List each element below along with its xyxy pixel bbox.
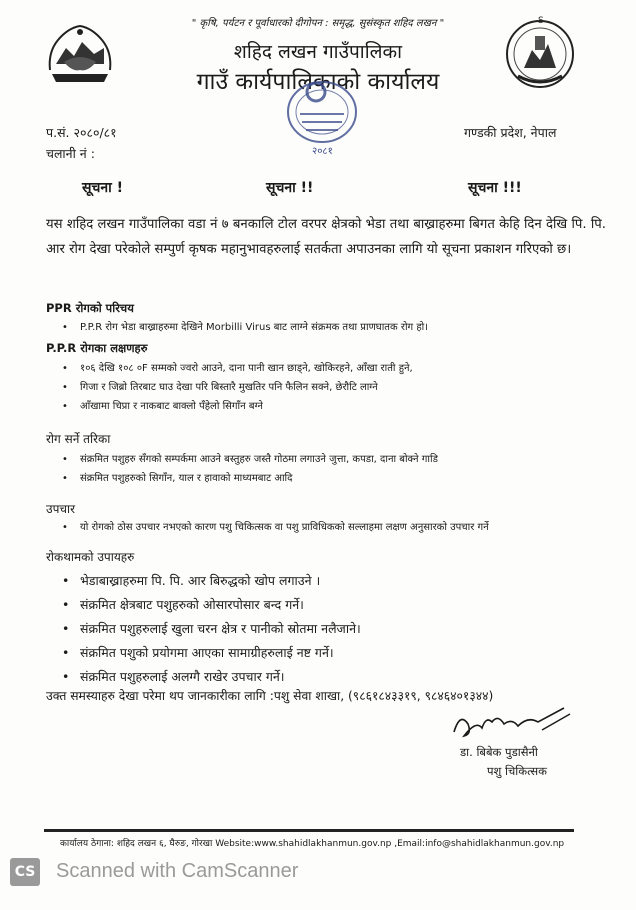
signatory-title: पशु चिकित्सक bbox=[487, 764, 547, 778]
camscanner-badge: CS bbox=[10, 858, 40, 886]
list-item: • यो रोगको ठोस उपचार नभएको कारण पशु चिकित्सक वा पशु प्राविधिकको सल्लाहमा लक्षण अनुसारको उपचार गर्ने bbox=[62, 518, 489, 537]
section-heading-ppr-intro: PPR रोगको परिचय bbox=[46, 301, 134, 315]
spread-list bbox=[62, 450, 438, 488]
list-item: • संक्रमित पशुहरुलाई अलग्गै राखेर उपचार गर्ने। bbox=[62, 665, 361, 689]
notice-label: सूचना !!! bbox=[468, 180, 522, 196]
section-heading-treatment: उपचार bbox=[46, 502, 76, 516]
ppr-intro-list bbox=[62, 318, 428, 337]
stamp-date: २०८१ bbox=[312, 146, 333, 157]
signature bbox=[446, 702, 576, 746]
office-stamp bbox=[280, 70, 364, 160]
reference-number: प.सं. २०८०/८१ bbox=[46, 125, 117, 140]
footer-divider bbox=[44, 829, 574, 832]
camscanner-watermark: Scanned with CamScanner bbox=[56, 860, 299, 882]
office-name: गाउँ कार्यपालिकाको कार्यालय bbox=[196, 69, 440, 95]
notice-heading-row bbox=[0, 178, 636, 202]
list-item: • संक्रमित क्षेत्रबाट पशुहरुको ओसारपोसार बन्द गर्ने। bbox=[62, 593, 361, 617]
list-item: • P.P.R रोग भेडा बाख्राहरुमा देखिने Morbilli Virus बाट लाग्ने संक्रमक तथा प्राणघातक रोग हो। bbox=[62, 318, 428, 337]
dispatch-number: चलानी नं : bbox=[46, 146, 95, 161]
section-heading-spread: रोग सर्ने तरिका bbox=[46, 432, 111, 446]
svg-text:S: S bbox=[538, 16, 544, 26]
list-item: • संक्रमित पशुहरुलाई खुला चरन क्षेत्र र पानीको स्रोतमा नलैजाने। bbox=[62, 617, 361, 641]
notice-label: सूचना ! bbox=[82, 180, 124, 196]
list-item: • गिजा र जिब्रो तिरबाट घाउ देखा परि बिस्तारै मुखतिर पनि फैलिन सक्ने, छेरौटि लाग्ने bbox=[62, 378, 413, 397]
notice-intro-paragraph: यस शहिद लखन गाउँपालिका वडा नं ७ बनकालि टोल वरपर क्षेत्रको भेडा तथा बाख्राहरुमा बिगत केहि दिन देखि पि. पि. आर रोग देखा परेकोले सम्पुर्ण कृषक महानुभावहरुलाई सतर्कता अपाउनका लागि यो सूचना प्रकाशन गरिएको छ। bbox=[46, 217, 606, 257]
list-item: • संक्रमित पशुहरु सँगको सम्पर्कमा आउने बस्तुहरु जस्तै गोठमा लगाउने जुत्ता, कपडा, दाना बोक्ने गाडि bbox=[62, 450, 438, 469]
symptoms-list bbox=[62, 359, 413, 416]
prevention-list bbox=[62, 569, 361, 689]
list-item: • संक्रमित पशुको प्रयोगमा आएका सामाग्रीहरुलाई नष्ट गर्ने। bbox=[62, 641, 361, 665]
treatment-list bbox=[62, 518, 489, 537]
notice-label: सूचना !! bbox=[266, 180, 314, 196]
municipality-name: शहिद लखन गाउँपालिका bbox=[233, 41, 403, 63]
contact-info: उक्त समस्याहरु देखा परेमा थप जानकारीका लागि :पशु सेवा शाखा, (९८६१८४३३१९, ९८४६४०१३४४) bbox=[46, 689, 494, 703]
footer-address: कार्यालय ठेगाना: शहिद लखन ६, घैरुङ, गोरखा Website:www.shahidlakhanmun.gov.np ,Email:info@shahidlakhanmun.gov.np bbox=[60, 839, 565, 849]
list-item: • भेडाबाख्राहरुमा पि. पि. आर बिरुद्धको खोप लगाउने । bbox=[62, 569, 361, 593]
list-item: • १०६ देखि १०८ ०F सम्मको ज्वरो आउने, दाना पानी खान छाड्ने, खोकिरहने, आँखा राती हुने, bbox=[62, 359, 413, 378]
province-label: गण्डकी प्रदेश, नेपाल bbox=[464, 125, 557, 140]
signatory-name: डा. बिबेक पुडासैनी bbox=[460, 745, 538, 759]
section-heading-symptoms: P.P.R रोगका लक्षणहरु bbox=[46, 341, 148, 355]
header-slogan: " कृषि, पर्यटन र पूर्वाधारको दीगोपन : समृद्ध, सुसंस्कृत शहिद लखन " bbox=[191, 18, 445, 29]
section-heading-prevention: रोकथामको उपायहरु bbox=[46, 550, 135, 564]
list-item: • संक्रमित पशुहरुको सिगाँन, याल र हावाको माध्यमबाट आदि bbox=[62, 469, 438, 488]
list-item: • आँखामा चिप्रा र नाकबाट बाक्लो पँहेलो सिगाँन बग्ने bbox=[62, 397, 413, 416]
